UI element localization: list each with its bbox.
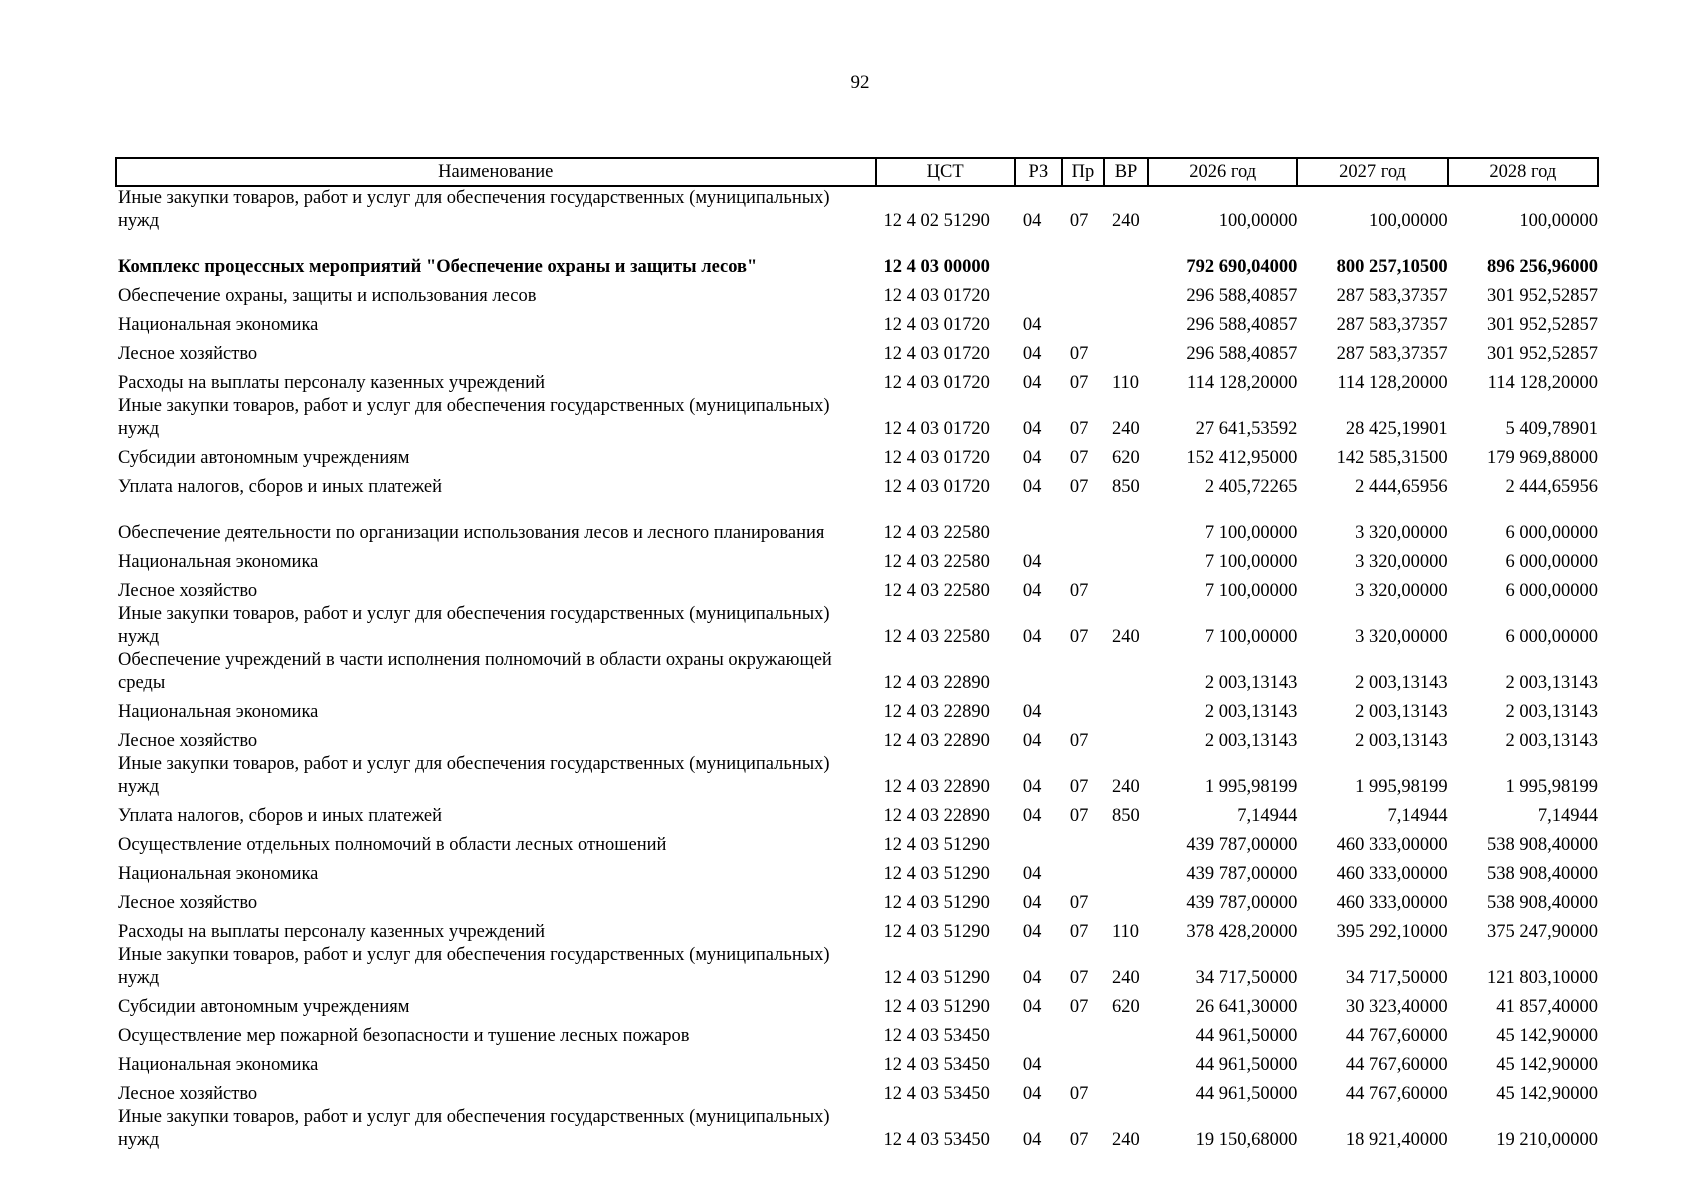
amount-2027-cell: 30 323,40000 [1345, 997, 1448, 1017]
pr-cell [1062, 233, 1104, 279]
amount-2026-cell: 44 961,50000 [1195, 1084, 1298, 1104]
amount-2028-cell: 179 969,88000 [1487, 448, 1598, 468]
name-cell: Расходы на выплаты персоналу казенных учреждений [118, 373, 545, 393]
vr-cell [1104, 337, 1148, 366]
amount-2026-cell: 7 100,00000 [1204, 581, 1298, 601]
cst-cell: 12 4 03 01720 [883, 373, 990, 393]
amount-2027-cell: 287 583,37357 [1336, 286, 1448, 306]
header-2027: 2027 год [1297, 158, 1447, 186]
cst-cell: 12 4 03 01720 [883, 477, 990, 497]
amount-2028-cell: 45 142,90000 [1496, 1084, 1598, 1104]
cst-cell: 12 4 03 01720 [883, 448, 990, 468]
amount-2027-cell: 44 767,60000 [1345, 1084, 1448, 1104]
cst-cell: 12 4 03 53450 [883, 1130, 990, 1150]
pr-cell: 07 [1069, 997, 1089, 1017]
rz-cell: 04 [1022, 477, 1042, 497]
amount-2028-cell: 41 857,40000 [1496, 997, 1598, 1017]
cst-cell: 12 4 03 22890 [883, 777, 990, 797]
amount-2026-cell: 792 690,04000 [1186, 257, 1298, 277]
name-cell: Обеспечение деятельности по организации использования лесов и лесного планирования [118, 523, 825, 543]
header-pr: Пр [1062, 158, 1104, 186]
pr-cell: 07 [1069, 893, 1089, 913]
amount-2027-cell: 3 320,00000 [1355, 627, 1448, 647]
rz-cell [1015, 649, 1062, 695]
amount-2026-cell: 2 003,13143 [1204, 731, 1298, 751]
pr-cell: 07 [1069, 968, 1089, 988]
vr-cell [1104, 857, 1148, 886]
cst-cell: 12 4 03 51290 [883, 968, 990, 988]
amount-2026-cell: 19 150,68000 [1195, 1130, 1298, 1150]
table-row [116, 990, 1598, 1019]
cst-cell: 12 4 03 51290 [883, 835, 990, 855]
pr-cell: 07 [1069, 373, 1089, 393]
table-row [116, 649, 1598, 695]
pr-cell: 07 [1069, 344, 1089, 364]
amount-2028-cell: 896 256,96000 [1487, 257, 1598, 277]
vr-cell: 110 [1111, 922, 1140, 942]
table-row [116, 499, 1598, 545]
amount-2028-cell: 6 000,00000 [1505, 523, 1598, 543]
table-row [116, 308, 1598, 337]
header-name: Наименование [116, 158, 876, 186]
pr-cell [1062, 545, 1104, 574]
amount-2026-cell: 439 787,00000 [1186, 835, 1298, 855]
pr-cell [1062, 1019, 1104, 1048]
rz-cell: 04 [1022, 344, 1042, 364]
rz-cell [1015, 233, 1062, 279]
pr-cell [1062, 279, 1104, 308]
name-cell: Иные закупки товаров, работ и услуг для обеспечения государственных (муниципальных) нужд [118, 945, 830, 988]
table-row [116, 915, 1598, 944]
cst-cell: 12 4 03 22890 [883, 731, 990, 751]
cst-cell: 12 4 03 51290 [883, 997, 990, 1017]
rz-cell: 04 [1022, 581, 1042, 601]
vr-cell [1104, 574, 1148, 603]
vr-cell: 240 [1111, 627, 1140, 647]
name-cell: Осуществление мер пожарной безопасности и тушение лесных пожаров [118, 1026, 690, 1046]
table-row [116, 603, 1598, 649]
vr-cell: 240 [1111, 1130, 1140, 1150]
amount-2027-cell: 287 583,37357 [1336, 344, 1448, 364]
vr-cell [1104, 1019, 1148, 1048]
pr-cell: 07 [1069, 1084, 1089, 1104]
pr-cell: 07 [1069, 731, 1089, 751]
table-body [116, 186, 1598, 1152]
amount-2026-cell: 2 003,13143 [1204, 673, 1298, 693]
amount-2027-cell: 460 333,00000 [1336, 835, 1448, 855]
rz-cell: 04 [1022, 777, 1042, 797]
amount-2028-cell: 121 803,10000 [1487, 968, 1598, 988]
amount-2026-cell: 2 405,72265 [1204, 477, 1298, 497]
table-row [116, 279, 1598, 308]
vr-cell: 240 [1111, 968, 1140, 988]
amount-2027-cell: 100,00000 [1369, 211, 1448, 231]
amount-2027-cell: 2 003,13143 [1355, 731, 1448, 751]
amount-2027-cell: 3 320,00000 [1355, 523, 1448, 543]
amount-2027-cell: 44 767,60000 [1345, 1055, 1448, 1075]
amount-2028-cell: 538 908,40000 [1487, 835, 1598, 855]
table-row [116, 1106, 1598, 1152]
rz-cell: 04 [1022, 893, 1042, 913]
cst-cell: 12 4 03 53450 [883, 1084, 990, 1104]
table-row [116, 441, 1598, 470]
name-cell: Иные закупки товаров, работ и услуг для обеспечения государственных (муниципальных) нужд [118, 396, 830, 439]
vr-cell [1104, 308, 1148, 337]
name-cell: Национальная экономика [118, 864, 319, 884]
header-cst: ЦСТ [876, 158, 1015, 186]
cst-cell: 12 4 03 01720 [883, 286, 990, 306]
cst-cell: 12 4 03 22580 [883, 523, 990, 543]
amount-2028-cell: 375 247,90000 [1487, 922, 1598, 942]
amount-2027-cell: 3 320,00000 [1355, 581, 1448, 601]
vr-cell: 850 [1111, 477, 1140, 497]
rz-cell: 04 [1022, 315, 1042, 335]
header-2026: 2026 год [1148, 158, 1297, 186]
table-row [116, 724, 1598, 753]
pr-cell [1062, 828, 1104, 857]
name-cell: Национальная экономика [118, 315, 319, 335]
amount-2028-cell: 6 000,00000 [1505, 552, 1598, 572]
rz-cell: 04 [1022, 731, 1042, 751]
name-cell: Лесное хозяйство [118, 731, 258, 751]
vr-cell [1104, 724, 1148, 753]
amount-2027-cell: 28 425,19901 [1345, 419, 1448, 439]
pr-cell [1062, 1048, 1104, 1077]
rz-cell [1015, 828, 1062, 857]
amount-2026-cell: 44 961,50000 [1195, 1026, 1298, 1046]
pr-cell: 07 [1069, 922, 1089, 942]
header-2028: 2028 год [1448, 158, 1598, 186]
vr-cell [1104, 545, 1148, 574]
amount-2026-cell: 114 128,20000 [1187, 373, 1298, 393]
table-row [116, 695, 1598, 724]
name-cell: Расходы на выплаты персоналу казенных учреждений [118, 922, 545, 942]
vr-cell [1104, 695, 1148, 724]
pr-cell: 07 [1069, 581, 1089, 601]
name-cell: Иные закупки товаров, работ и услуг для обеспечения государственных (муниципальных) нужд [118, 188, 830, 231]
pr-cell: 07 [1069, 448, 1089, 468]
amount-2027-cell: 287 583,37357 [1336, 315, 1448, 335]
table-row [116, 1077, 1598, 1106]
amount-2028-cell: 538 908,40000 [1487, 864, 1598, 884]
name-cell: Субсидии автономным учреждениям [118, 997, 410, 1017]
pr-cell: 07 [1069, 1130, 1089, 1150]
amount-2026-cell: 7 100,00000 [1204, 523, 1298, 543]
name-cell: Национальная экономика [118, 552, 319, 572]
amount-2028-cell: 2 003,13143 [1505, 673, 1598, 693]
rz-cell: 04 [1022, 1130, 1042, 1150]
name-cell: Лесное хозяйство [118, 581, 258, 601]
cst-cell: 12 4 03 53450 [883, 1055, 990, 1075]
table-row [116, 337, 1598, 366]
amount-2028-cell: 5 409,78901 [1505, 419, 1598, 439]
amount-2027-cell: 2 444,65956 [1355, 477, 1448, 497]
cst-cell: 12 4 03 51290 [883, 864, 990, 884]
table-row [116, 799, 1598, 828]
name-cell: Осуществление отдельных полномочий в области лесных отношений [118, 835, 667, 855]
amount-2027-cell: 2 003,13143 [1355, 702, 1448, 722]
cst-cell: 12 4 03 51290 [883, 922, 990, 942]
pr-cell: 07 [1069, 419, 1089, 439]
pr-cell [1062, 649, 1104, 695]
header-vr: ВР [1104, 158, 1148, 186]
amount-2028-cell: 2 444,65956 [1505, 477, 1598, 497]
name-cell: Лесное хозяйство [118, 344, 258, 364]
name-cell: Обеспечение охраны, защиты и использования лесов [118, 286, 537, 306]
rz-cell: 04 [1022, 552, 1042, 572]
amount-2027-cell: 460 333,00000 [1336, 864, 1448, 884]
rz-cell: 04 [1022, 702, 1042, 722]
pr-cell [1062, 308, 1104, 337]
table-row [116, 1048, 1598, 1077]
amount-2026-cell: 152 412,95000 [1186, 448, 1298, 468]
amount-2027-cell: 7,14944 [1387, 806, 1448, 826]
cst-cell: 12 4 03 01720 [883, 344, 990, 364]
amount-2026-cell: 26 641,30000 [1195, 997, 1298, 1017]
pr-cell [1062, 695, 1104, 724]
pr-cell [1062, 499, 1104, 545]
vr-cell [1104, 649, 1148, 695]
rz-cell: 04 [1022, 627, 1042, 647]
rz-cell: 04 [1022, 922, 1042, 942]
table-row [116, 1019, 1598, 1048]
amount-2028-cell: 1 995,98199 [1505, 777, 1598, 797]
table-row [116, 574, 1598, 603]
cst-cell: 12 4 03 51290 [883, 893, 990, 913]
amount-2028-cell: 301 952,52857 [1487, 315, 1598, 335]
amount-2028-cell: 2 003,13143 [1505, 731, 1598, 751]
amount-2027-cell: 2 003,13143 [1355, 673, 1448, 693]
cst-cell: 12 4 03 22890 [883, 806, 990, 826]
vr-cell: 240 [1111, 777, 1140, 797]
vr-cell [1104, 1077, 1148, 1106]
name-cell: Иные закупки товаров, работ и услуг для обеспечения государственных (муниципальных) нужд [118, 604, 830, 647]
pr-cell: 07 [1069, 211, 1089, 231]
rz-cell: 04 [1022, 997, 1042, 1017]
vr-cell: 620 [1111, 448, 1140, 468]
cst-cell: 12 4 03 53450 [883, 1026, 990, 1046]
amount-2026-cell: 7 100,00000 [1204, 627, 1298, 647]
cst-cell: 12 4 03 00000 [883, 257, 990, 277]
name-cell: Иные закупки товаров, работ и услуг для обеспечения государственных (муниципальных) нужд [118, 1107, 830, 1150]
header-rz: РЗ [1015, 158, 1062, 186]
amount-2026-cell: 296 588,40857 [1186, 315, 1298, 335]
table-row [116, 470, 1598, 499]
name-cell: Лесное хозяйство [118, 893, 258, 913]
pr-cell: 07 [1069, 627, 1089, 647]
amount-2026-cell: 44 961,50000 [1195, 1055, 1298, 1075]
amount-2026-cell: 296 588,40857 [1186, 286, 1298, 306]
amount-2026-cell: 378 428,20000 [1186, 922, 1298, 942]
amount-2028-cell: 19 210,00000 [1496, 1130, 1598, 1150]
cst-cell: 12 4 03 22890 [883, 702, 990, 722]
vr-cell [1104, 233, 1148, 279]
vr-cell: 850 [1111, 806, 1140, 826]
cst-cell: 12 4 03 22580 [883, 627, 990, 647]
rz-cell [1015, 1019, 1062, 1048]
table-row [116, 233, 1598, 279]
amount-2027-cell: 34 717,50000 [1345, 968, 1448, 988]
amount-2028-cell: 6 000,00000 [1505, 627, 1598, 647]
table-row [116, 886, 1598, 915]
rz-cell: 04 [1022, 968, 1042, 988]
amount-2027-cell: 800 257,10500 [1336, 257, 1448, 277]
amount-2026-cell: 296 588,40857 [1186, 344, 1298, 364]
amount-2027-cell: 460 333,00000 [1336, 893, 1448, 913]
vr-cell [1104, 499, 1148, 545]
rz-cell: 04 [1022, 1055, 1042, 1075]
rz-cell: 04 [1022, 373, 1042, 393]
amount-2026-cell: 1 995,98199 [1204, 777, 1298, 797]
amount-2027-cell: 3 320,00000 [1355, 552, 1448, 572]
table-row [116, 186, 1598, 233]
amount-2027-cell: 114 128,20000 [1337, 373, 1448, 393]
rz-cell [1015, 499, 1062, 545]
vr-cell: 620 [1111, 997, 1140, 1017]
vr-cell: 110 [1111, 373, 1140, 393]
name-cell: Национальная экономика [118, 1055, 319, 1075]
cst-cell: 12 4 03 22580 [883, 552, 990, 572]
amount-2026-cell: 439 787,00000 [1186, 893, 1298, 913]
amount-2026-cell: 7,14944 [1237, 806, 1298, 826]
vr-cell [1104, 279, 1148, 308]
name-cell: Обеспечение учреждений в части исполнения полномочий в области охраны окружающей среды [118, 650, 832, 693]
vr-cell: 240 [1111, 419, 1140, 439]
vr-cell [1104, 1048, 1148, 1077]
rz-cell: 04 [1022, 1084, 1042, 1104]
name-cell: Субсидии автономным учреждениям [118, 448, 410, 468]
table-row [116, 828, 1598, 857]
table-row [116, 857, 1598, 886]
vr-cell [1104, 828, 1148, 857]
amount-2026-cell: 2 003,13143 [1204, 702, 1298, 722]
rz-cell: 04 [1022, 419, 1042, 439]
vr-cell [1104, 886, 1148, 915]
table-row [116, 944, 1598, 990]
amount-2026-cell: 34 717,50000 [1195, 968, 1298, 988]
table-row [116, 753, 1598, 799]
amount-2028-cell: 100,00000 [1519, 211, 1598, 231]
vr-cell: 240 [1111, 211, 1140, 231]
cst-cell: 12 4 03 22580 [883, 581, 990, 601]
amount-2027-cell: 18 921,40000 [1345, 1130, 1448, 1150]
rz-cell: 04 [1022, 211, 1042, 231]
amount-2028-cell: 301 952,52857 [1487, 286, 1598, 306]
cst-cell: 12 4 03 01720 [883, 315, 990, 335]
amount-2027-cell: 395 292,10000 [1336, 922, 1448, 942]
amount-2028-cell: 301 952,52857 [1487, 344, 1598, 364]
name-cell: Уплата налогов, сборов и иных платежей [118, 477, 443, 497]
page-number: 92 [850, 72, 870, 93]
amount-2026-cell: 439 787,00000 [1186, 864, 1298, 884]
rz-cell: 04 [1022, 806, 1042, 826]
amount-2028-cell: 114 128,20000 [1487, 373, 1598, 393]
name-cell: Комплекс процессных мероприятий "Обеспечение охраны и защиты лесов" [118, 257, 758, 277]
amount-2027-cell: 1 995,98199 [1355, 777, 1448, 797]
budget-table [115, 157, 1599, 1152]
table-row [116, 395, 1598, 441]
cst-cell: 12 4 02 51290 [883, 211, 990, 231]
amount-2027-cell: 142 585,31500 [1336, 448, 1448, 468]
pr-cell: 07 [1069, 477, 1089, 497]
amount-2028-cell: 45 142,90000 [1496, 1026, 1598, 1046]
amount-2026-cell: 100,00000 [1218, 211, 1298, 231]
amount-2028-cell: 45 142,90000 [1496, 1055, 1598, 1075]
pr-cell: 07 [1069, 777, 1089, 797]
amount-2028-cell: 2 003,13143 [1505, 702, 1598, 722]
amount-2028-cell: 7,14944 [1537, 806, 1598, 826]
table-row [116, 545, 1598, 574]
name-cell: Иные закупки товаров, работ и услуг для обеспечения государственных (муниципальных) нужд [118, 754, 830, 797]
rz-cell: 04 [1022, 864, 1042, 884]
cst-cell: 12 4 03 22890 [883, 673, 990, 693]
amount-2028-cell: 6 000,00000 [1505, 581, 1598, 601]
cst-cell: 12 4 03 01720 [883, 419, 990, 439]
table-header-row [116, 158, 1598, 186]
name-cell: Национальная экономика [118, 702, 319, 722]
rz-cell: 04 [1022, 448, 1042, 468]
amount-2026-cell: 27 641,53592 [1195, 419, 1298, 439]
name-cell: Уплата налогов, сборов и иных платежей [118, 806, 443, 826]
name-cell: Лесное хозяйство [118, 1084, 258, 1104]
amount-2027-cell: 44 767,60000 [1345, 1026, 1448, 1046]
pr-cell [1062, 857, 1104, 886]
amount-2026-cell: 7 100,00000 [1204, 552, 1298, 572]
rz-cell [1015, 279, 1062, 308]
table-row [116, 366, 1598, 395]
pr-cell: 07 [1069, 806, 1089, 826]
amount-2028-cell: 538 908,40000 [1487, 893, 1598, 913]
